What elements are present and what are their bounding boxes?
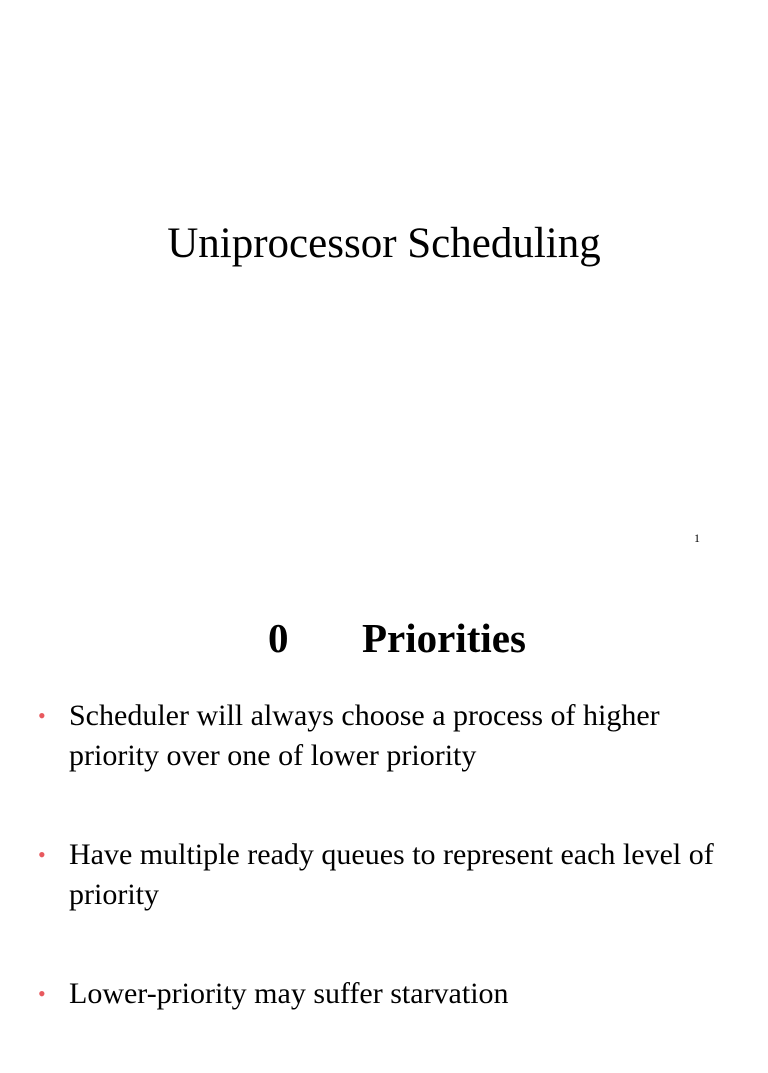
bullet-item-multiple-queues <box>0 835 768 915</box>
bullet-text: Have multiple ready queues to represent each level of priority <box>69 838 714 911</box>
bullet-icon: • <box>38 703 46 728</box>
section-heading <box>268 612 526 664</box>
bullet-item-scheduler-choice <box>0 696 768 776</box>
slide-title: Uniprocessor Scheduling <box>167 220 601 267</box>
section-number: 0 <box>268 615 289 661</box>
bullet-item-starvation <box>0 974 768 1014</box>
bullet-icon: • <box>38 842 46 867</box>
slide-2 <box>0 560 768 1024</box>
bullet-icon: • <box>38 981 46 1006</box>
bullet-text: Lower-priority may suffer starvation <box>69 977 509 1010</box>
page-number: 1 <box>694 531 700 545</box>
bullet-list <box>0 696 768 1073</box>
bullet-text: Scheduler will always choose a process of higher priority over one of lower priority <box>69 699 660 772</box>
section-title: Priorities <box>362 615 526 661</box>
